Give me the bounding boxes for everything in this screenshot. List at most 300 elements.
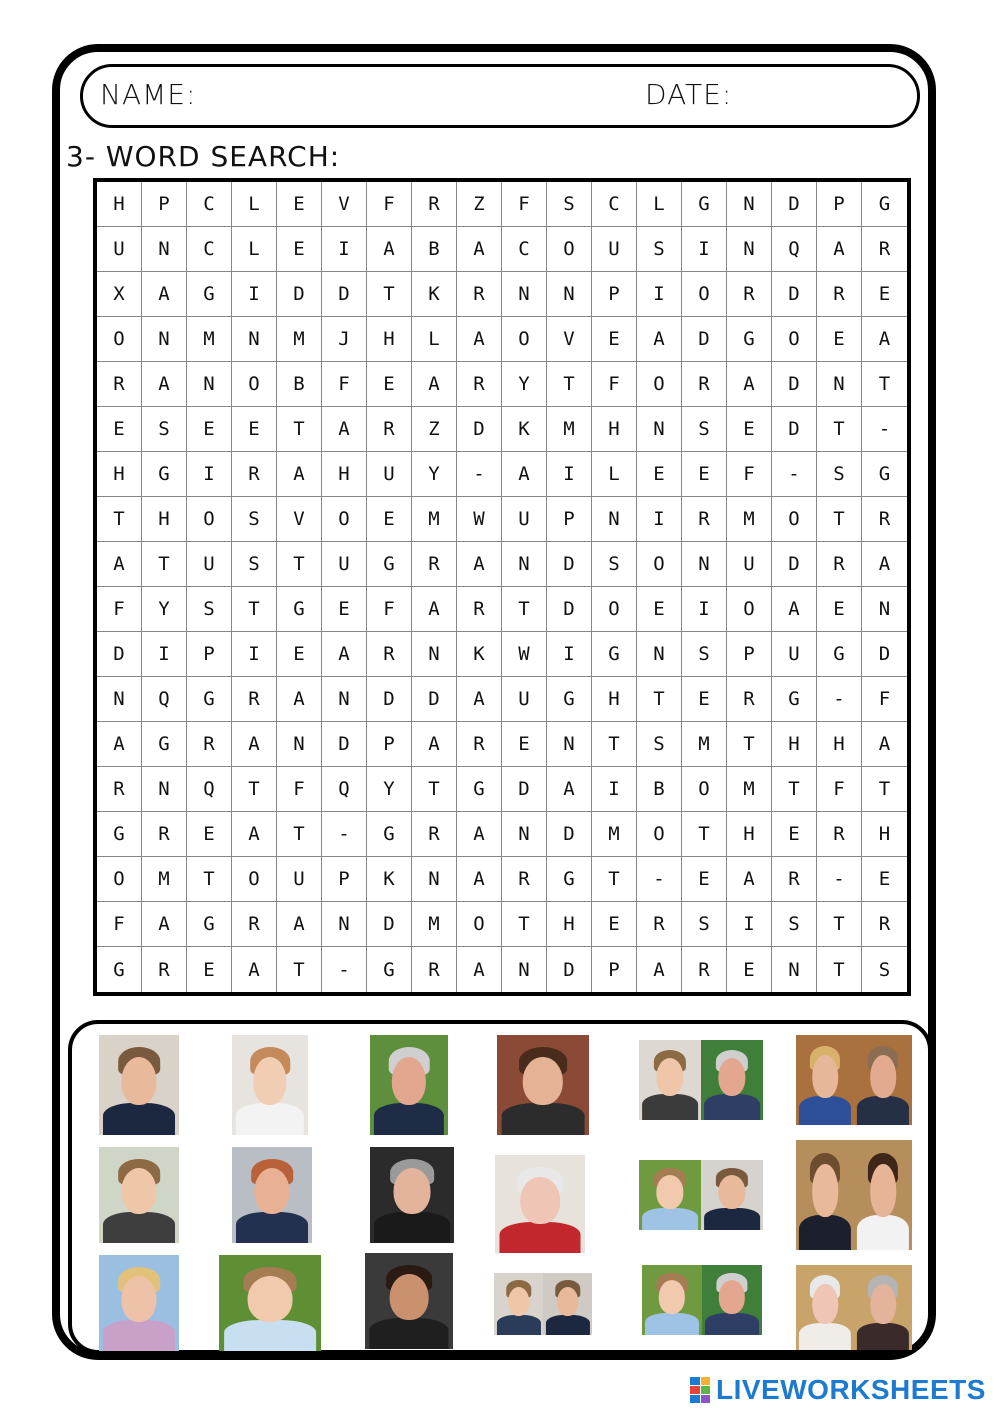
grid-cell[interactable]: T: [142, 542, 187, 587]
grid-cell[interactable]: E: [682, 452, 727, 497]
grid-cell[interactable]: H: [592, 677, 637, 722]
grid-cell[interactable]: N: [277, 722, 322, 767]
grid-cell[interactable]: F: [727, 452, 772, 497]
grid-cell[interactable]: S: [187, 587, 232, 632]
grid-cell[interactable]: R: [457, 362, 502, 407]
grid-cell[interactable]: R: [682, 497, 727, 542]
grid-cell[interactable]: I: [232, 632, 277, 677]
grid-cell[interactable]: M: [592, 812, 637, 857]
grid-cell[interactable]: I: [187, 452, 232, 497]
grid-cell[interactable]: E: [277, 632, 322, 677]
grid-cell[interactable]: P: [727, 632, 772, 677]
grid-cell[interactable]: T: [592, 722, 637, 767]
grid-cell[interactable]: Y: [502, 362, 547, 407]
grid-cell[interactable]: E: [817, 317, 862, 362]
grid-cell[interactable]: R: [682, 362, 727, 407]
grid-cell[interactable]: D: [772, 182, 817, 227]
grid-cell[interactable]: R: [772, 857, 817, 902]
grid-cell[interactable]: T: [637, 677, 682, 722]
grid-cell[interactable]: R: [412, 812, 457, 857]
grid-cell[interactable]: A: [502, 452, 547, 497]
grid-cell[interactable]: U: [187, 542, 232, 587]
grid-cell[interactable]: A: [862, 722, 907, 767]
grid-cell[interactable]: Y: [367, 767, 412, 812]
grid-cell[interactable]: T: [277, 812, 322, 857]
grid-cell[interactable]: E: [367, 497, 412, 542]
grid-cell[interactable]: R: [97, 767, 142, 812]
grid-cell[interactable]: T: [97, 497, 142, 542]
grid-cell[interactable]: R: [142, 812, 187, 857]
grid-cell[interactable]: H: [817, 722, 862, 767]
grid-cell[interactable]: B: [637, 767, 682, 812]
grid-cell[interactable]: Y: [412, 452, 457, 497]
grid-cell[interactable]: T: [862, 362, 907, 407]
photo-charles[interactable]: [370, 1035, 448, 1135]
grid-cell[interactable]: S: [878, 958, 891, 981]
grid-cell[interactable]: N: [412, 857, 457, 902]
grid-cell[interactable]: A: [457, 542, 502, 587]
grid-cell[interactable]: H: [142, 497, 187, 542]
grid-cell[interactable]: A: [727, 362, 772, 407]
grid-cell[interactable]: S: [637, 227, 682, 272]
photo-george-and-william[interactable]: [494, 1273, 592, 1335]
grid-cell[interactable]: A: [862, 542, 907, 587]
grid-cell[interactable]: E: [592, 317, 637, 362]
grid-cell[interactable]: N: [727, 227, 772, 272]
grid-cell[interactable]: E: [682, 857, 727, 902]
grid-cell[interactable]: Q: [142, 677, 187, 722]
grid-cell[interactable]: W: [457, 497, 502, 542]
grid-cell[interactable]: H: [772, 722, 817, 767]
grid-cell[interactable]: D: [457, 407, 502, 452]
grid-cell[interactable]: F: [367, 182, 412, 227]
photo-diana-and-charles[interactable]: [796, 1035, 912, 1125]
grid-cell[interactable]: E: [187, 407, 232, 452]
grid-cell[interactable]: E: [862, 272, 907, 317]
grid-cell[interactable]: E: [97, 407, 142, 452]
grid-cell[interactable]: R: [412, 947, 457, 992]
grid-cell[interactable]: D: [322, 272, 367, 317]
grid-cell[interactable]: U: [277, 857, 322, 902]
grid-cell[interactable]: Q: [322, 767, 367, 812]
photo-charlotte-and-william[interactable]: [639, 1160, 763, 1230]
grid-cell[interactable]: D: [367, 677, 412, 722]
grid-cell[interactable]: G: [682, 182, 727, 227]
grid-cell[interactable]: I: [682, 587, 727, 632]
grid-cell[interactable]: A: [817, 227, 862, 272]
grid-cell[interactable]: T: [502, 587, 547, 632]
grid-cell[interactable]: T: [682, 812, 727, 857]
grid-cell[interactable]: S: [772, 902, 817, 947]
grid-cell[interactable]: H: [97, 452, 142, 497]
grid-cell[interactable]: S: [142, 407, 187, 452]
grid-cell[interactable]: K: [367, 857, 412, 902]
grid-cell[interactable]: P: [592, 947, 637, 992]
grid-cell[interactable]: S: [682, 407, 727, 452]
grid-cell[interactable]: I: [727, 902, 772, 947]
grid-cell[interactable]: A: [142, 362, 187, 407]
grid-cell[interactable]: U: [502, 677, 547, 722]
grid-cell[interactable]: G: [547, 857, 592, 902]
grid-cell[interactable]: G: [142, 452, 187, 497]
grid-cell[interactable]: M: [547, 407, 592, 452]
grid-cell[interactable]: A: [772, 587, 817, 632]
grid-cell[interactable]: N: [682, 542, 727, 587]
grid-cell[interactable]: A: [232, 947, 277, 992]
grid-cell[interactable]: P: [187, 632, 232, 677]
grid-cell[interactable]: T: [592, 857, 637, 902]
grid-cell[interactable]: T: [412, 767, 457, 812]
grid-cell[interactable]: N: [817, 362, 862, 407]
grid-cell[interactable]: L: [232, 227, 277, 272]
photo-diana[interactable]: [99, 1255, 179, 1351]
grid-cell[interactable]: I: [637, 497, 682, 542]
grid-cell[interactable]: H: [727, 812, 772, 857]
grid-cell[interactable]: R: [367, 632, 412, 677]
grid-cell[interactable]: O: [682, 767, 727, 812]
grid-cell[interactable]: R: [862, 227, 907, 272]
grid-cell[interactable]: O: [637, 542, 682, 587]
grid-cell[interactable]: S: [592, 542, 637, 587]
grid-cell[interactable]: N: [142, 227, 187, 272]
grid-cell[interactable]: F: [817, 767, 862, 812]
grid-cell[interactable]: A: [142, 902, 187, 947]
grid-cell[interactable]: Q: [187, 767, 232, 812]
grid-cell[interactable]: T: [862, 767, 907, 812]
photo-kate[interactable]: [497, 1035, 589, 1135]
grid-cell[interactable]: D: [682, 317, 727, 362]
grid-cell[interactable]: G: [457, 767, 502, 812]
grid-cell[interactable]: S: [232, 497, 277, 542]
grid-cell[interactable]: V: [277, 497, 322, 542]
grid-cell[interactable]: D: [97, 632, 142, 677]
grid-cell[interactable]: A: [547, 767, 592, 812]
grid-cell[interactable]: R: [142, 947, 187, 992]
grid-cell[interactable]: F: [277, 767, 322, 812]
grid-cell[interactable]: R: [457, 587, 502, 632]
grid-cell[interactable]: N: [322, 677, 367, 722]
grid-cell[interactable]: R: [727, 677, 772, 722]
grid-cell[interactable]: R: [817, 272, 862, 317]
grid-cell[interactable]: E: [862, 857, 907, 902]
grid-cell[interactable]: G: [142, 722, 187, 767]
grid-cell[interactable]: I: [232, 272, 277, 317]
grid-cell[interactable]: E: [637, 587, 682, 632]
grid-cell[interactable]: S: [547, 182, 592, 227]
grid-cell[interactable]: N: [142, 767, 187, 812]
grid-cell[interactable]: A: [367, 227, 412, 272]
grid-cell[interactable]: N: [142, 317, 187, 362]
grid-cell[interactable]: G: [367, 812, 412, 857]
grid-cell[interactable]: E: [727, 407, 772, 452]
grid-cell[interactable]: E: [637, 452, 682, 497]
grid-cell[interactable]: A: [322, 632, 367, 677]
grid-cell[interactable]: N: [592, 497, 637, 542]
word-search-grid[interactable]: [93, 178, 911, 996]
grid-cell[interactable]: V: [322, 182, 367, 227]
grid-cell[interactable]: T: [367, 272, 412, 317]
grid-cell[interactable]: U: [367, 452, 412, 497]
grid-cell[interactable]: D: [277, 272, 322, 317]
grid-cell[interactable]: O: [322, 497, 367, 542]
grid-cell[interactable]: -: [457, 452, 502, 497]
grid-cell[interactable]: C: [502, 227, 547, 272]
grid-cell[interactable]: F: [367, 587, 412, 632]
grid-cell[interactable]: R: [862, 902, 907, 947]
grid-cell[interactable]: D: [772, 272, 817, 317]
grid-cell[interactable]: Q: [772, 227, 817, 272]
grid-cell[interactable]: D: [412, 677, 457, 722]
grid-cell[interactable]: N: [547, 722, 592, 767]
grid-cell[interactable]: O: [232, 857, 277, 902]
grid-cell[interactable]: U: [592, 227, 637, 272]
grid-cell[interactable]: G: [772, 677, 817, 722]
grid-cell[interactable]: E: [592, 902, 637, 947]
grid-cell[interactable]: H: [547, 902, 592, 947]
photo-philip[interactable]: [370, 1147, 454, 1243]
grid-cell[interactable]: M: [412, 902, 457, 947]
grid-cell[interactable]: M: [412, 497, 457, 542]
grid-cell[interactable]: M: [727, 767, 772, 812]
grid-cell[interactable]: N: [502, 542, 547, 587]
grid-cell[interactable]: X: [97, 272, 142, 317]
grid-cell[interactable]: A: [277, 902, 322, 947]
grid-cell[interactable]: S: [637, 722, 682, 767]
grid-cell[interactable]: G: [187, 272, 232, 317]
grid-cell[interactable]: N: [232, 317, 277, 362]
grid-cell[interactable]: K: [502, 407, 547, 452]
grid-cell[interactable]: E: [232, 407, 277, 452]
grid-cell[interactable]: T: [727, 722, 772, 767]
grid-cell[interactable]: P: [817, 182, 862, 227]
grid-cell[interactable]: D: [772, 362, 817, 407]
grid-cell[interactable]: N: [862, 587, 907, 632]
grid-cell[interactable]: T: [502, 902, 547, 947]
grid-cell[interactable]: E: [367, 362, 412, 407]
grid-cell[interactable]: R: [637, 902, 682, 947]
grid-cell[interactable]: T: [232, 587, 277, 632]
photo-queen-elizabeth[interactable]: [495, 1155, 585, 1253]
grid-cell[interactable]: G: [187, 902, 232, 947]
grid-cell[interactable]: A: [727, 857, 772, 902]
grid-cell[interactable]: R: [457, 272, 502, 317]
grid-cell[interactable]: K: [457, 632, 502, 677]
grid-cell[interactable]: E: [817, 587, 862, 632]
photo-meghan[interactable]: [365, 1253, 453, 1349]
photo-elizabeth-and-philip[interactable]: [796, 1265, 912, 1350]
grid-cell[interactable]: Z: [457, 182, 502, 227]
grid-cell[interactable]: E: [187, 947, 232, 992]
grid-cell[interactable]: O: [457, 902, 502, 947]
grid-cell[interactable]: F: [97, 902, 142, 947]
grid-cell[interactable]: A: [412, 722, 457, 767]
grid-cell[interactable]: F: [322, 362, 367, 407]
grid-cell[interactable]: O: [97, 317, 142, 362]
grid-cell[interactable]: R: [682, 947, 727, 992]
grid-cell[interactable]: I: [322, 227, 367, 272]
grid-cell[interactable]: A: [412, 587, 457, 632]
grid-cell[interactable]: O: [637, 812, 682, 857]
grid-cell[interactable]: C: [187, 182, 232, 227]
grid-cell[interactable]: D: [322, 722, 367, 767]
grid-cell[interactable]: I: [142, 632, 187, 677]
photo-george-and-charles[interactable]: [639, 1040, 763, 1120]
grid-cell[interactable]: A: [97, 542, 142, 587]
grid-cell[interactable]: G: [592, 632, 637, 677]
grid-cell[interactable]: L: [592, 452, 637, 497]
grid-cell[interactable]: D: [502, 767, 547, 812]
grid-cell[interactable]: G: [862, 452, 907, 497]
grid-cell[interactable]: A: [412, 362, 457, 407]
grid-cell[interactable]: D: [772, 542, 817, 587]
grid-cell[interactable]: O: [232, 362, 277, 407]
grid-cell[interactable]: P: [592, 272, 637, 317]
grid-cell[interactable]: I: [592, 767, 637, 812]
grid-cell[interactable]: N: [727, 182, 772, 227]
grid-cell[interactable]: N: [187, 362, 232, 407]
grid-cell[interactable]: H: [322, 452, 367, 497]
grid-cell[interactable]: U: [772, 632, 817, 677]
grid-cell[interactable]: U: [727, 542, 772, 587]
grid-cell[interactable]: S: [682, 902, 727, 947]
grid-cell[interactable]: F: [592, 362, 637, 407]
grid-cell[interactable]: R: [367, 407, 412, 452]
grid-cell[interactable]: N: [502, 812, 547, 857]
grid-cell[interactable]: T: [277, 407, 322, 452]
grid-cell[interactable]: H: [592, 407, 637, 452]
grid-cell[interactable]: G: [367, 542, 412, 587]
photo-baby-archie[interactable]: [232, 1035, 308, 1135]
grid-cell[interactable]: D: [772, 407, 817, 452]
grid-cell[interactable]: M: [727, 497, 772, 542]
grid-cell[interactable]: A: [457, 857, 502, 902]
grid-cell[interactable]: R: [187, 722, 232, 767]
grid-cell[interactable]: O: [772, 497, 817, 542]
grid-cell[interactable]: N: [772, 947, 817, 992]
grid-cell[interactable]: A: [457, 677, 502, 722]
grid-cell[interactable]: E: [727, 947, 772, 992]
grid-cell[interactable]: W: [502, 632, 547, 677]
grid-cell[interactable]: R: [232, 452, 277, 497]
grid-cell[interactable]: -: [772, 452, 817, 497]
grid-cell[interactable]: E: [322, 587, 367, 632]
grid-cell[interactable]: T: [817, 407, 862, 452]
grid-cell[interactable]: R: [97, 362, 142, 407]
grid-cell[interactable]: T: [817, 497, 862, 542]
grid-cell[interactable]: N: [547, 272, 592, 317]
grid-cell[interactable]: T: [187, 857, 232, 902]
photo-charlotte-and-charles[interactable]: [642, 1265, 762, 1335]
grid-cell[interactable]: M: [682, 722, 727, 767]
grid-cell[interactable]: A: [232, 722, 277, 767]
grid-cell[interactable]: E: [772, 812, 817, 857]
grid-cell[interactable]: T: [232, 767, 277, 812]
grid-cell[interactable]: U: [97, 227, 142, 272]
grid-cell[interactable]: -: [817, 677, 862, 722]
grid-cell[interactable]: A: [457, 227, 502, 272]
grid-cell[interactable]: M: [142, 857, 187, 902]
grid-cell[interactable]: A: [457, 947, 502, 992]
grid-cell[interactable]: G: [187, 677, 232, 722]
grid-cell[interactable]: T: [277, 542, 322, 587]
grid-cell[interactable]: J: [322, 317, 367, 362]
grid-cell[interactable]: G: [97, 947, 142, 992]
grid-cell[interactable]: D: [862, 632, 907, 677]
photo-charlotte[interactable]: [219, 1255, 321, 1351]
photo-william[interactable]: [99, 1035, 179, 1135]
grid-cell[interactable]: O: [187, 497, 232, 542]
grid-cell[interactable]: C: [592, 182, 637, 227]
grid-cell[interactable]: E: [682, 677, 727, 722]
photo-george[interactable]: [99, 1147, 179, 1243]
grid-cell[interactable]: Y: [142, 587, 187, 632]
grid-cell[interactable]: -: [322, 947, 367, 992]
grid-cell[interactable]: E: [187, 812, 232, 857]
grid-cell[interactable]: S: [682, 632, 727, 677]
grid-cell[interactable]: R: [232, 677, 277, 722]
grid-cell[interactable]: G: [547, 677, 592, 722]
grid-cell[interactable]: G: [97, 812, 142, 857]
grid-cell[interactable]: -: [637, 857, 682, 902]
grid-cell[interactable]: N: [502, 947, 547, 992]
grid-cell[interactable]: -: [322, 812, 367, 857]
grid-cell[interactable]: U: [502, 497, 547, 542]
grid-cell[interactable]: Z: [412, 407, 457, 452]
grid-cell[interactable]: B: [277, 362, 322, 407]
grid-cell[interactable]: C: [187, 227, 232, 272]
grid-cell[interactable]: A: [232, 812, 277, 857]
grid-cell[interactable]: R: [232, 902, 277, 947]
grid-cell[interactable]: B: [412, 227, 457, 272]
grid-cell[interactable]: P: [142, 182, 187, 227]
grid-cell[interactable]: G: [817, 632, 862, 677]
grid-cell[interactable]: D: [547, 542, 592, 587]
grid-cell[interactable]: T: [817, 902, 862, 947]
photo-william-and-kate[interactable]: [796, 1140, 912, 1250]
grid-cell[interactable]: -: [862, 407, 907, 452]
grid-cell[interactable]: L: [637, 182, 682, 227]
grid-cell[interactable]: G: [727, 317, 772, 362]
grid-cell[interactable]: E: [277, 182, 322, 227]
grid-cell[interactable]: R: [727, 272, 772, 317]
grid-cell[interactable]: D: [547, 812, 592, 857]
grid-cell[interactable]: L: [232, 182, 277, 227]
grid-cell[interactable]: H: [97, 182, 142, 227]
grid-cell[interactable]: I: [547, 452, 592, 497]
grid-cell[interactable]: A: [637, 317, 682, 362]
grid-cell[interactable]: N: [97, 677, 142, 722]
grid-cell[interactable]: A: [457, 812, 502, 857]
grid-cell[interactable]: -: [817, 857, 862, 902]
grid-cell[interactable]: H: [862, 812, 907, 857]
grid-cell[interactable]: A: [862, 317, 907, 362]
grid-cell[interactable]: S: [817, 452, 862, 497]
grid-cell[interactable]: M: [187, 317, 232, 362]
grid-cell[interactable]: E: [502, 722, 547, 767]
grid-cell[interactable]: I: [637, 272, 682, 317]
grid-cell[interactable]: N: [637, 407, 682, 452]
grid-cell[interactable]: P: [547, 497, 592, 542]
grid-cell[interactable]: G: [862, 182, 907, 227]
grid-cell[interactable]: H: [367, 317, 412, 362]
grid-cell[interactable]: D: [367, 902, 412, 947]
grid-cell[interactable]: A: [97, 722, 142, 767]
grid-cell[interactable]: G: [277, 587, 322, 632]
grid-cell[interactable]: T: [547, 362, 592, 407]
grid-cell[interactable]: F: [862, 677, 907, 722]
grid-cell[interactable]: D: [547, 947, 592, 992]
grid-cell[interactable]: N: [412, 632, 457, 677]
